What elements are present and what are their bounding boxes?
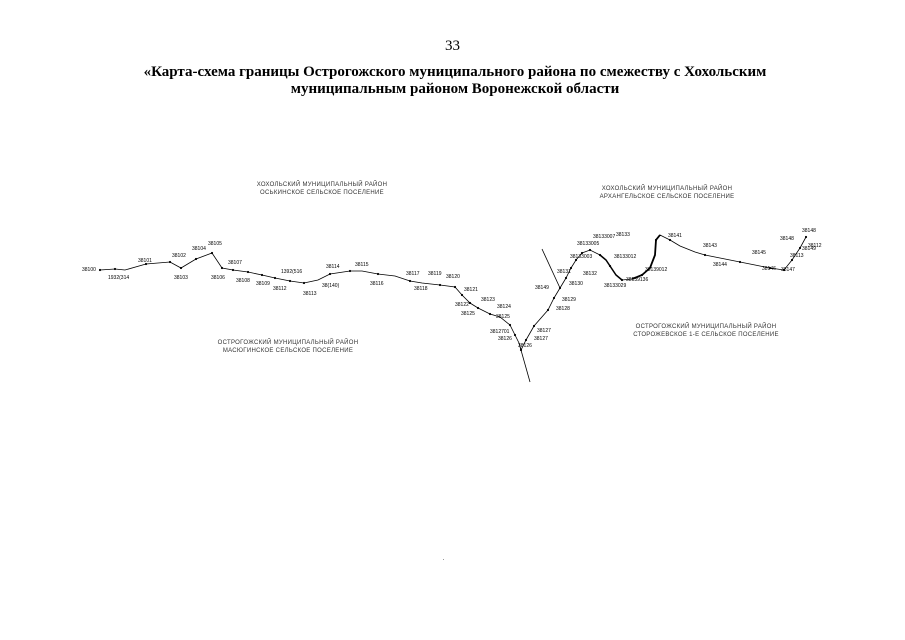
point-label: 38131	[557, 269, 571, 275]
point-label: 38133003	[570, 254, 593, 260]
boundary-point	[477, 307, 479, 309]
boundary-point	[525, 339, 527, 341]
boundary-point	[489, 313, 491, 315]
point-label: 38113	[790, 253, 804, 259]
point-label: 38124	[497, 304, 511, 310]
point-label: 38145	[752, 250, 766, 256]
boundary-point	[303, 282, 305, 284]
point-label: 38106	[211, 275, 225, 281]
point-label: 38115	[355, 262, 369, 268]
point-label: 38127	[537, 328, 551, 334]
boundary-point	[180, 267, 182, 269]
boundary-point	[547, 309, 549, 311]
boundary-point	[469, 302, 471, 304]
boundary-point	[232, 269, 234, 271]
boundary-point	[169, 261, 171, 263]
point-label: 38133029	[604, 283, 627, 289]
boundary-point	[609, 265, 611, 267]
point-label: 38108	[236, 278, 250, 284]
district-label-lower-left-1: ОСТРОГОЖСКИЙ МУНИЦИПАЛЬНЫЙ РАЙОН	[217, 340, 359, 346]
boundary-point	[520, 349, 522, 351]
point-label: 38125	[461, 311, 475, 317]
point-label: 38125	[496, 314, 510, 320]
boundary-point	[791, 259, 793, 261]
boundary-point	[195, 258, 197, 260]
point-label: 38118	[414, 286, 428, 292]
point-label: 38141	[668, 233, 682, 239]
point-label: 38120	[446, 274, 460, 280]
point-label: 38100	[82, 267, 96, 273]
point-label: 38107	[228, 260, 242, 266]
point-label: 38148	[780, 236, 794, 242]
stray-dot	[443, 559, 444, 560]
boundary-point	[461, 294, 463, 296]
boundary-point	[805, 236, 807, 238]
point-label: 38119	[428, 271, 442, 277]
page-number: 33	[445, 38, 460, 54]
boundary-point	[559, 287, 561, 289]
point-label: 38126	[498, 336, 512, 342]
district-label-upper-right-2: АРХАНГЕЛЬСКОЕ СЕЛЬСКОЕ ПОСЕЛЕНИЕ	[599, 194, 735, 200]
boundary-point	[221, 267, 223, 269]
point-label: 38148	[802, 228, 816, 234]
boundary-point	[99, 269, 101, 271]
page-title: «Карта-схема границы Острогожского муниципального района по смежеству с Хохольским муниципальным районом Воронежской области	[143, 64, 767, 97]
point-label: 38143	[703, 243, 717, 249]
boundary-point	[114, 268, 116, 270]
boundary-point	[655, 239, 657, 241]
boundary-point	[599, 254, 601, 256]
point-label: 1932(314	[108, 275, 130, 281]
point-label: 38133012	[614, 254, 637, 260]
boundary-point	[621, 279, 623, 281]
boundary-point	[274, 277, 276, 279]
point-label: 38114	[326, 264, 340, 270]
point-label: 38117	[406, 271, 420, 277]
district-label-upper-left-1: ХОХОЛЬСКИЙ МУНИЦИПАЛЬНЫЙ РАЙОН	[256, 182, 388, 188]
point-label: 38(140)	[322, 283, 340, 289]
boundary-point	[349, 270, 351, 272]
boundary-point	[799, 247, 801, 249]
point-label: 3812701	[490, 329, 510, 335]
boundary-point	[377, 273, 379, 275]
boundary-point	[509, 324, 511, 326]
boundary-point	[261, 274, 263, 276]
district-label-lower-right-2: СТОРОЖЕВСКОЕ 1-Е СЕЛЬСКОЕ ПОСЕЛЕНИЕ	[633, 332, 779, 338]
boundary-point	[439, 284, 441, 286]
point-label: 38101	[138, 258, 152, 264]
boundary-point	[514, 334, 516, 336]
point-label: 38144	[713, 262, 727, 268]
point-label: 38112	[808, 243, 822, 249]
point-label: 38149	[535, 285, 549, 291]
point-label: 38133	[616, 232, 630, 238]
boundary-point	[533, 325, 535, 327]
point-label: 38133005	[577, 241, 600, 247]
point-label: 38130	[569, 281, 583, 287]
district-label-lower-right-1: ОСТРОГОЖСКИЙ МУНИЦИПАЛЬНЫЙ РАЙОН	[635, 324, 777, 330]
point-label: 38128	[556, 306, 570, 312]
point-label: 38123	[481, 297, 495, 303]
point-label: 38129	[562, 297, 576, 303]
boundary-point	[409, 280, 411, 282]
boundary-point	[454, 286, 456, 288]
point-label: 38132	[583, 271, 597, 277]
point-label: 38149	[802, 246, 816, 252]
point-label: 38116	[370, 281, 384, 287]
district-label-lower-left-2: МАСЮГИНСКОЕ СЕЛЬСКОЕ ПОСЕЛЕНИЕ	[222, 348, 354, 354]
point-label: 38122	[455, 302, 469, 308]
point-label: 38113	[303, 291, 317, 297]
district-label-upper-right-1: ХОХОЛЬСКИЙ МУНИЦИПАЛЬНЫЙ РАЙОН	[601, 186, 733, 192]
boundary-point	[704, 254, 706, 256]
boundary-point	[641, 274, 643, 276]
point-label: 38133007	[593, 234, 616, 240]
point-label: 38105	[208, 241, 222, 247]
boundary-point	[739, 261, 741, 263]
boundary-point	[329, 273, 331, 275]
point-label: 38139012	[645, 267, 668, 273]
point-label: 38103	[174, 275, 188, 281]
point-label: 38126	[518, 343, 532, 349]
point-label: 38121	[464, 287, 478, 293]
boundary-point	[669, 239, 671, 241]
point-labels	[82, 228, 822, 349]
boundary-point	[589, 249, 591, 251]
point-label: 38147	[781, 267, 795, 273]
point-label: 38139136	[626, 277, 649, 283]
boundary-point	[553, 297, 555, 299]
point-label: 38109	[256, 281, 270, 287]
boundary-point	[289, 280, 291, 282]
point-label: 38102	[172, 253, 186, 259]
district-label-upper-left-2: ОСЬКИНСКОЕ СЕЛЬСКОЕ ПОСЕЛЕНИЕ	[260, 190, 384, 196]
point-label: 1392(516	[281, 269, 303, 275]
point-label: 38104	[192, 246, 206, 252]
boundary-point	[565, 277, 567, 279]
boundary-point	[247, 271, 249, 273]
point-label: 38112	[273, 286, 287, 292]
point-label: 38127	[534, 336, 548, 342]
point-label: 38146	[762, 266, 776, 272]
boundary-point	[211, 252, 213, 254]
